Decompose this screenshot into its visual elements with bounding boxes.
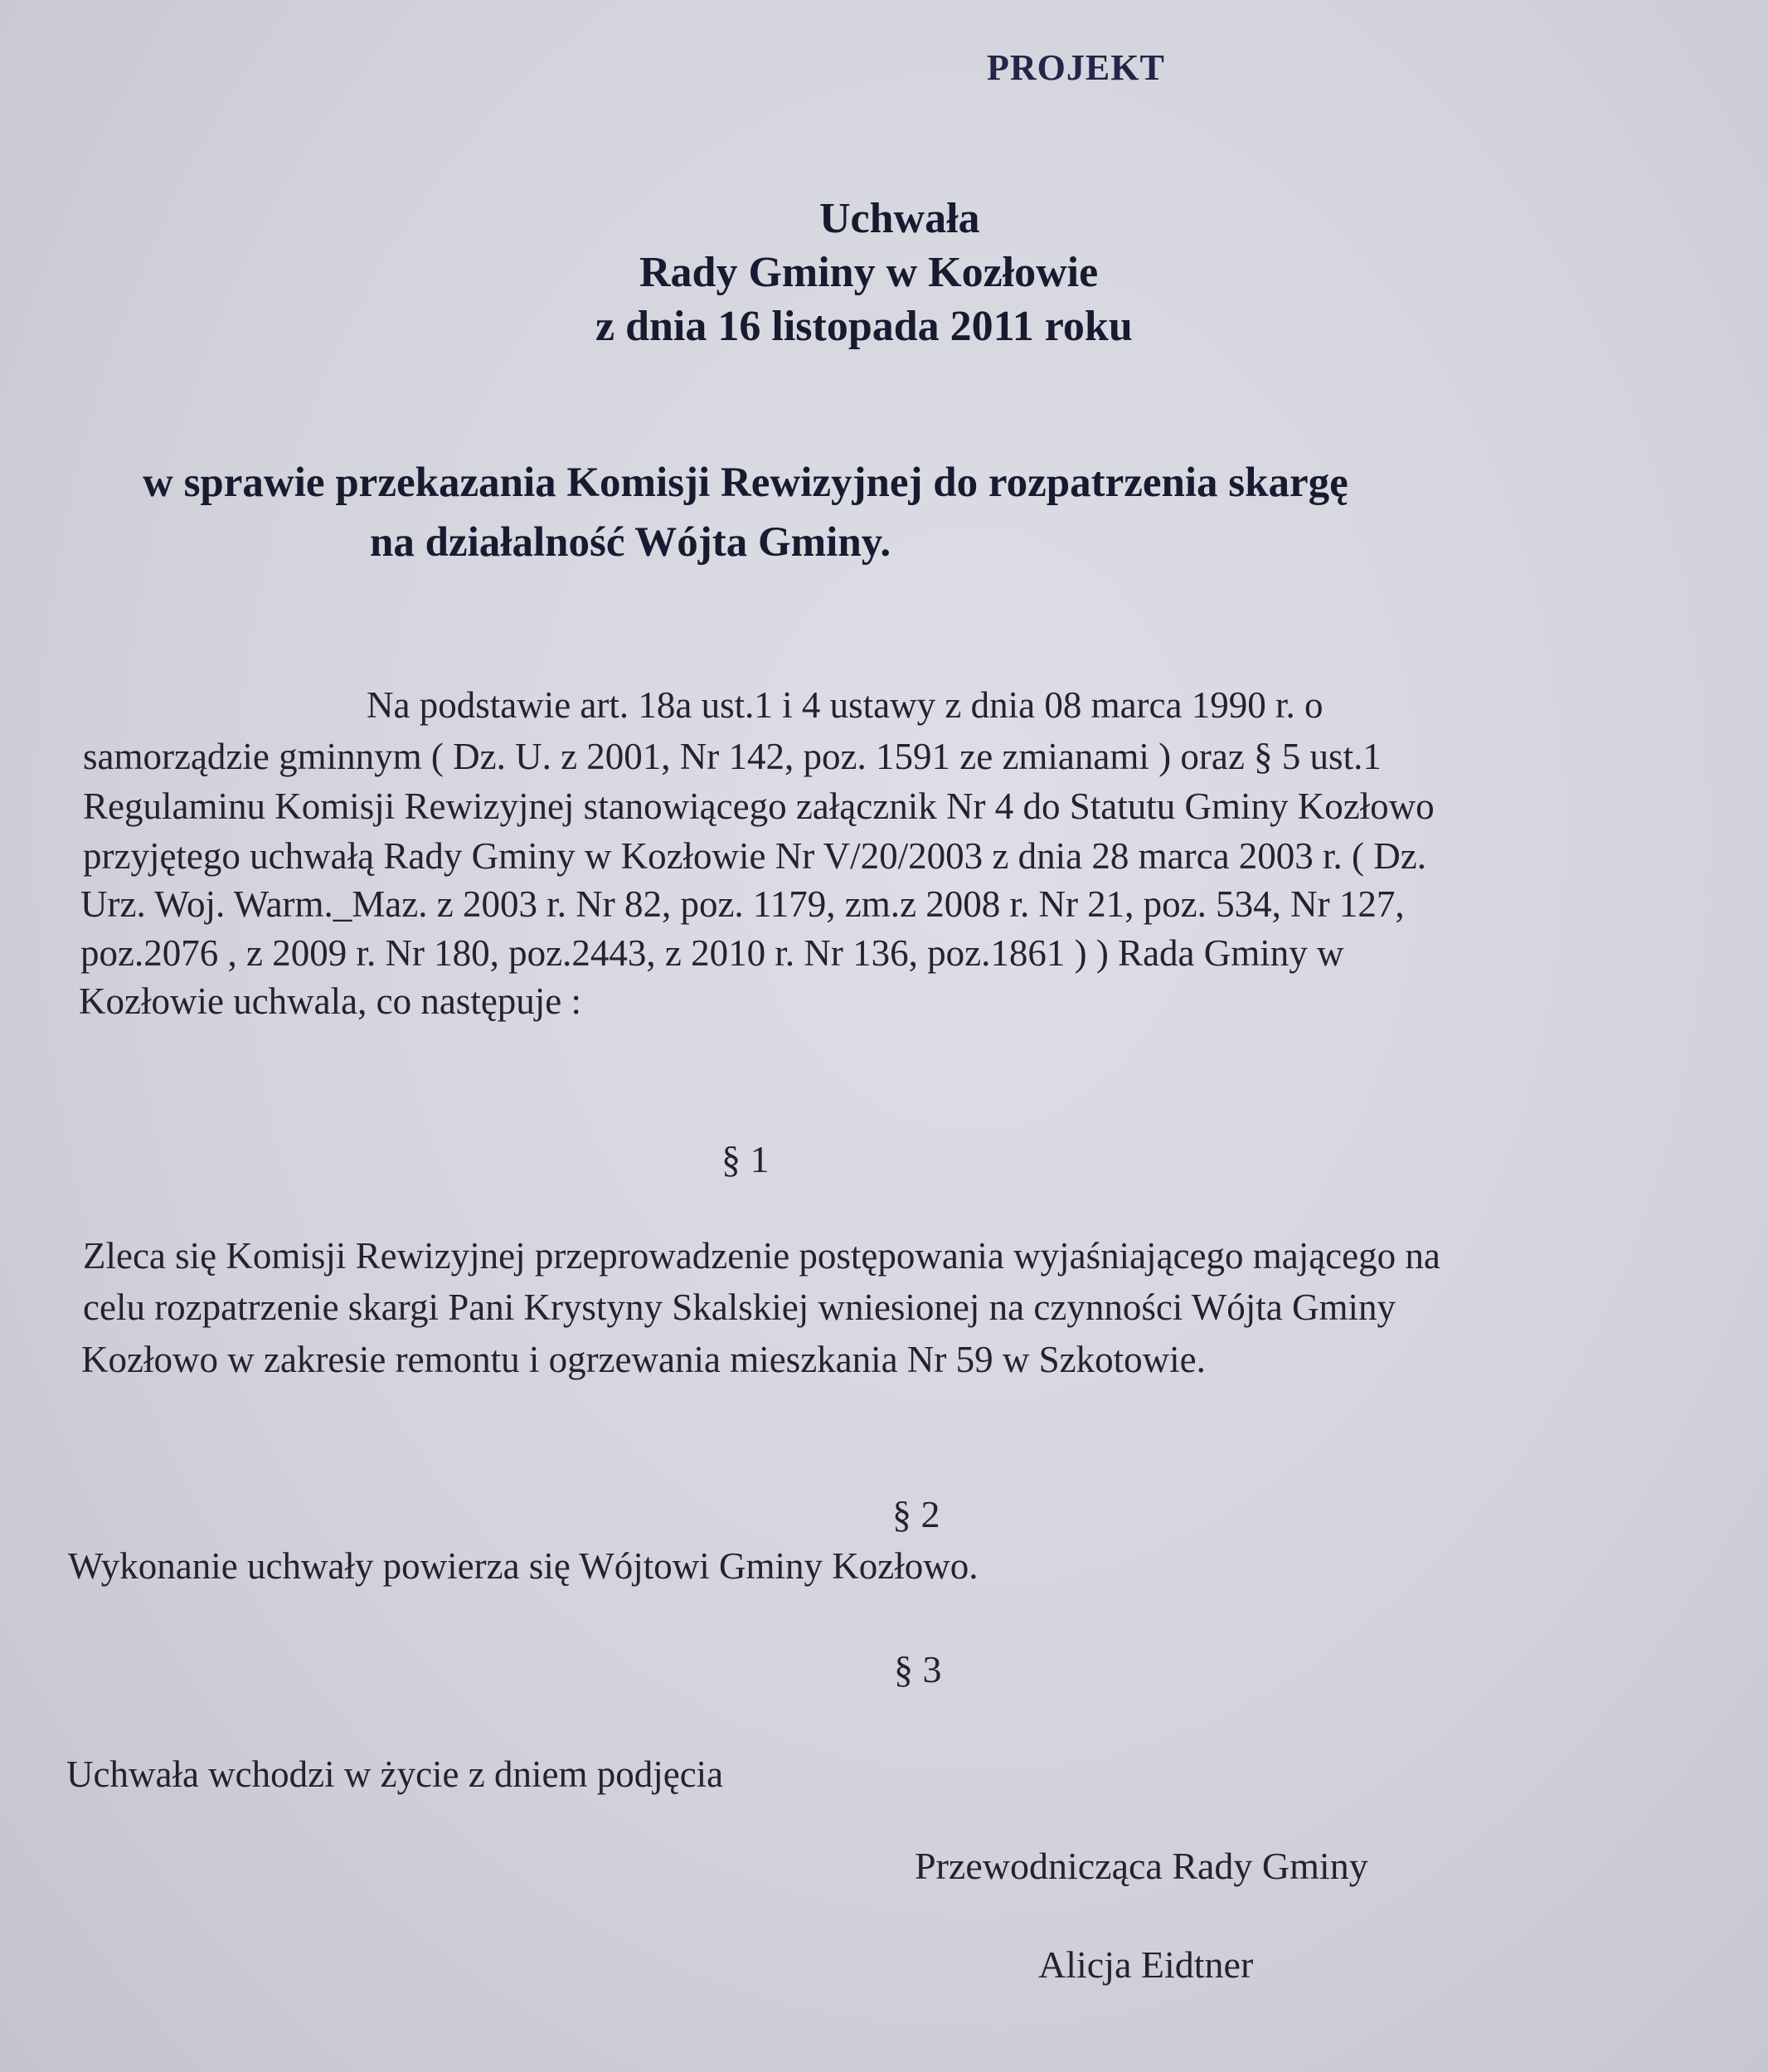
section-1-line: celu rozpatrzenie skargi Pani Krystyny Skalskiej wniesionej na czynności Wójta Gminy	[83, 1286, 1396, 1328]
section-3-line: Uchwała wchodzi w życie z dniem podjęcia	[66, 1753, 724, 1795]
preamble-line: Urz. Woj. Warm._Maz. z 2003 r. Nr 82, poz. 1179, zm.z 2008 r. Nr 21, poz. 534, Nr 127,	[80, 883, 1405, 925]
subject-line-2: na działalność Wójta Gminy.	[370, 519, 891, 566]
subject-line-1: w sprawie przekazania Komisji Rewizyjnej do rozpatrzenia skargę	[143, 460, 1348, 506]
section-3-mark: § 3	[894, 1648, 942, 1690]
preamble-line: Kozłowie uchwala, co następuje :	[79, 980, 582, 1022]
preamble-line: Na podstawie art. 18a ust.1 i 4 ustawy z dnia 08 marca 1990 r. o	[367, 684, 1324, 726]
preamble-line: samorządzie gminnym ( Dz. U. z 2001, Nr 142, poz. 1591 ze zmianami ) oraz § 5 ust.1	[83, 736, 1382, 777]
section-1-mark: § 1	[721, 1138, 770, 1180]
preamble-line: poz.2076 , z 2009 r. Nr 180, poz.2443, z 2010 r. Nr 136, poz.1861 ) ) Rada Gminy w	[80, 932, 1344, 974]
section-1-line: Kozłowo w zakresie remontu i ogrzewania mieszkania Nr 59 w Szkotowie.	[81, 1339, 1206, 1380]
signatory-name: Alicja Eidtner	[1038, 1943, 1254, 1986]
section-2-line: Wykonanie uchwały powierza się Wójtowi Gminy Kozłowo.	[68, 1545, 979, 1587]
resolution-title: Uchwała	[819, 195, 980, 242]
project-stamp: PROJEKT	[987, 47, 1165, 88]
preamble-line: przyjętego uchwałą Rady Gminy w Kozłowie Nr V/20/2003 z dnia 28 marca 2003 r. ( Dz.	[83, 835, 1426, 877]
signatory-role: Przewodnicząca Rady Gminy	[915, 1845, 1368, 1887]
council-name: Rady Gminy w Kozłowie	[639, 249, 1099, 296]
preamble-line: Regulaminu Komisji Rewizyjnej stanowiącego załącznik Nr 4 do Statutu Gminy Kozłowo	[83, 786, 1435, 827]
resolution-date: z dnia 16 listopada 2011 roku	[595, 303, 1133, 350]
section-2-mark: § 2	[892, 1493, 940, 1535]
section-1-line: Zleca się Komisji Rewizyjnej przeprowadzenie postępowania wyjaśniającego mającego na	[83, 1235, 1440, 1277]
